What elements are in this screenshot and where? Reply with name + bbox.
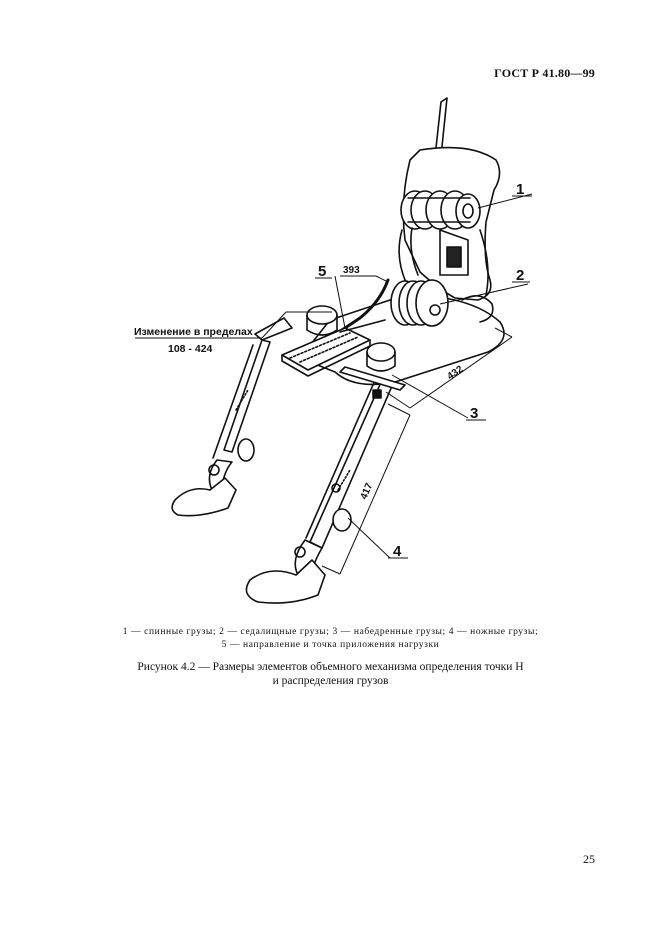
range-label: Изменение в пределах	[134, 326, 253, 338]
dimension-417: 417	[358, 481, 376, 502]
left-leg	[172, 340, 270, 516]
caption-line-1: Рисунок 4.2 — Размеры элементов объемного механизма определения точки H	[137, 661, 524, 673]
callout-3: 3	[470, 405, 479, 422]
callout-2: 2	[516, 267, 525, 284]
callout-4: 4	[393, 543, 402, 560]
legend-line-2: 5 — направление и точка приложения нагрузки	[221, 640, 440, 650]
figure-caption	[60, 660, 601, 688]
range-value: 108 - 424	[168, 343, 213, 355]
dimension-432: 432	[445, 363, 466, 383]
page-number: 25	[583, 852, 595, 866]
caption-line-2: и распределения грузов	[272, 675, 389, 687]
document-code-header: ГОСТ Р 41.80—99	[494, 66, 595, 80]
figure-legend	[60, 626, 601, 652]
mechanism-drawing	[0, 90, 661, 620]
mechanism-figure	[0, 90, 661, 620]
legend-line-1: 1 — спинные грузы; 2 — седалищные грузы; 3 — набедренные грузы; 4 — ножные грузы;	[122, 627, 539, 637]
dimension-393: 393	[343, 265, 360, 276]
callout-1: 1	[516, 181, 525, 198]
back-weights	[401, 191, 480, 229]
callout-5: 5	[318, 263, 327, 280]
